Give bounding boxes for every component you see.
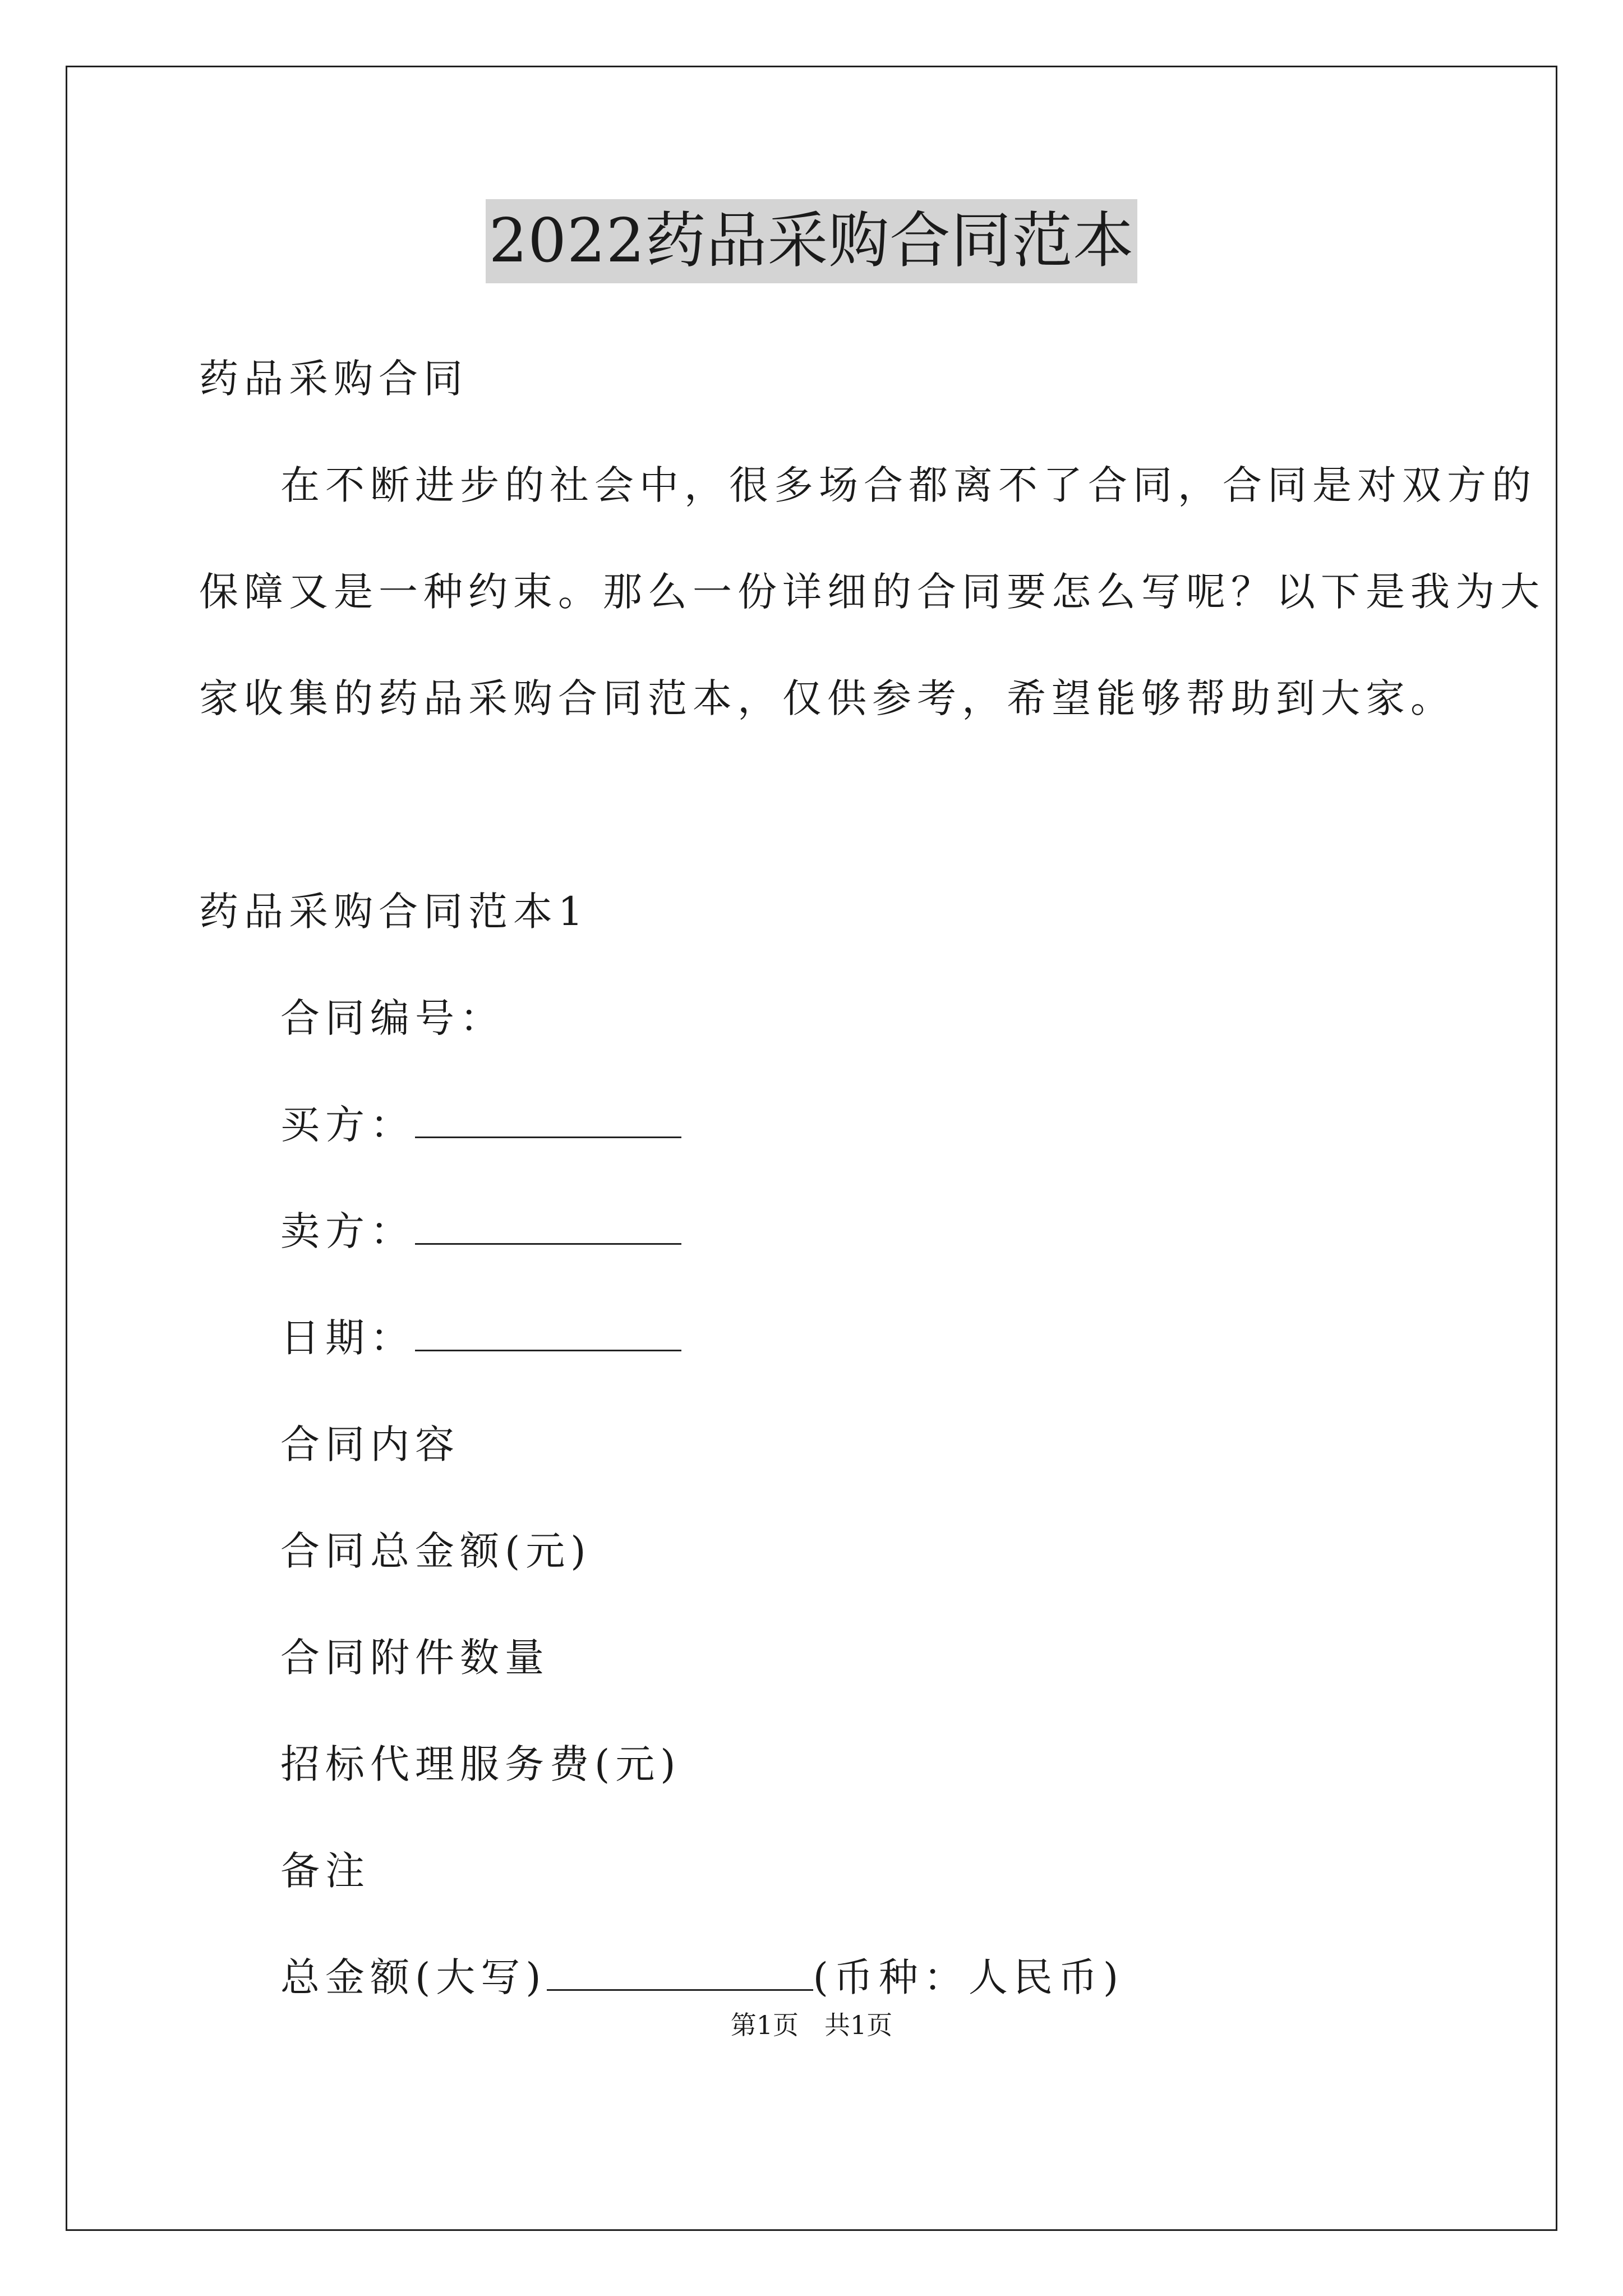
total-amount-blank-line <box>547 1954 813 1991</box>
title-wrap <box>0 199 1623 283</box>
section-title: 药品采购合同范本1 <box>199 889 589 935</box>
date-row <box>280 1310 681 1366</box>
currency-note: (币种：人民币) <box>813 1954 1124 2000</box>
buyer-row <box>280 1097 681 1153</box>
buyer-label: 买方： <box>280 1102 415 1148</box>
seller-label: 卖方： <box>280 1208 415 1254</box>
field-contract-content: 合同内容 <box>280 1421 460 1467</box>
buyer-blank-line <box>415 1102 681 1138</box>
field-contract-total: 合同总金额(元) <box>280 1528 592 1574</box>
document-title: 2022药品采购合同范本 <box>486 199 1138 283</box>
contract-heading: 药品采购合同 <box>199 356 468 402</box>
intro-line-3: 家收集的药品采购合同范本，仅供参考，希望能够帮助到大家。 <box>199 675 1455 721</box>
field-remarks: 备注 <box>280 1848 370 1894</box>
total-amount-row <box>280 1949 1124 2005</box>
total-amount-label: 总金额(大写) <box>280 1954 547 2000</box>
field-attachment-count: 合同附件数量 <box>280 1635 550 1681</box>
field-agency-fee: 招标代理服务费(元) <box>280 1741 681 1787</box>
intro-line-1: 在不断进步的社会中，很多场合都离不了合同，合同是对双方的 <box>280 462 1537 508</box>
seller-blank-line <box>415 1208 681 1245</box>
date-blank-line <box>415 1315 681 1351</box>
date-label: 日期： <box>280 1315 415 1361</box>
seller-row <box>280 1203 681 1259</box>
intro-line-2: 保障又是一种约束。那么一份详细的合同要怎么写呢？以下是我为大 <box>199 569 1545 615</box>
page-footer: 第1页 共1页 <box>730 2010 893 2040</box>
contract-number-label: 合同编号： <box>280 995 505 1041</box>
